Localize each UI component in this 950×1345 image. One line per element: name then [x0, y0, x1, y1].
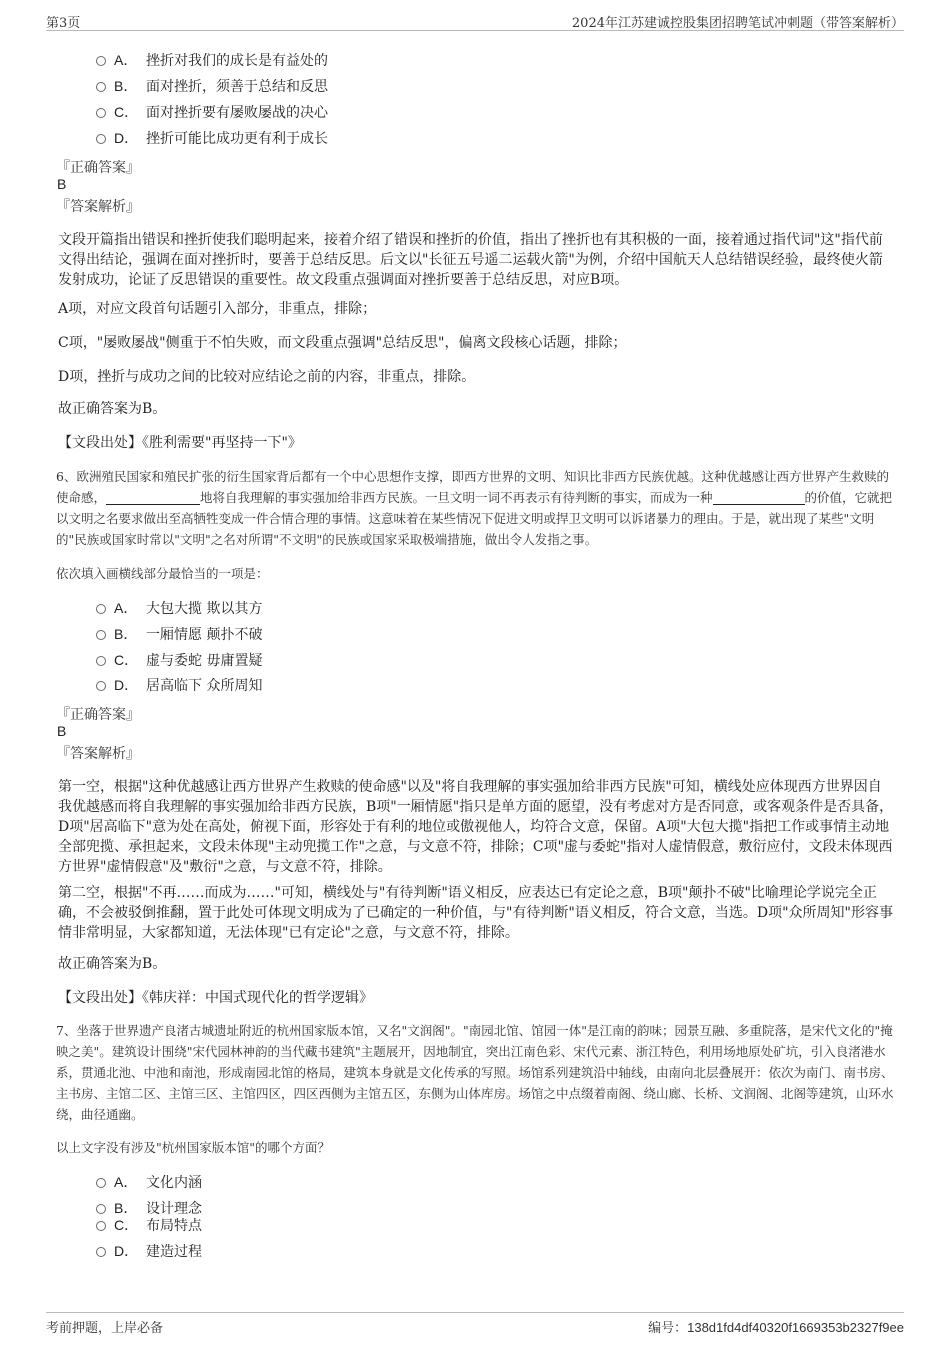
radio-icon[interactable] [96, 82, 106, 92]
analysis-paragraph: 第二空，根据"不再……而成为……"可知，横线处与"有待判断"语义相反，应表达已有定论之意，B项"颠扑不破"比喻理论学说完全正确，不会被驳倒推翻，置于此处可体现文明成为了已确定的一种价值，与"有待判断"语义相反，符合文意，当选。D项"众所周知"形容事情非常明显，大家都知道，无法体现"已有定论"之意，与文意不符，排除。 [58, 885, 893, 941]
radio-icon[interactable] [96, 108, 106, 118]
radio-icon[interactable] [96, 1204, 106, 1214]
radio-icon[interactable] [96, 656, 106, 666]
radio-icon[interactable] [96, 681, 106, 691]
option-c[interactable]: C． 虚与委蛇 毋庸置疑 [96, 650, 262, 670]
answer-label: 『正确答案』 [56, 160, 140, 176]
analysis-paragraph: D项，挫折与成功之间的比较对应结论之前的内容，非重点，排除。 [58, 369, 476, 385]
page-footer [46, 1312, 904, 1337]
option-d[interactable]: D． 挫折可能比成功更有利于成长 [96, 128, 328, 148]
option-d[interactable]: D． 建造过程 [96, 1241, 202, 1261]
source-citation: 【文段出处】《胜利需要"再坚持一下"》 [58, 435, 302, 451]
page-header [46, 10, 904, 31]
radio-icon[interactable] [96, 56, 106, 66]
analysis-conclusion: 故正确答案为B。 [58, 401, 167, 417]
analysis-paragraph: 文段开篇指出错误和挫折使我们聪明起来，接着介绍了错误和挫折的价值，指出了挫折也有其积极的一面，接着通过指代词"这"指代前文得出结论，强调在面对挫折时，要善于总结反思。后文以"长征五号遥二运载火箭"为例，介绍中国航天人总结错误经验，最终使火箭发射成功，论证了反思错误的重要性。故文段重点强调面对挫折要善于总结反思，对应B项。 [58, 232, 883, 288]
question-stem: 7、坐落于世界遗产良渚古城遗址附近的杭州国家版本馆，又名"文润阁"。"南园北馆、馆园一体"是江南的韵味；园景互融、多重院落，是宋代文化的"掩映之美"。建筑设计围绕"宋代园林神韵的当代藏书建筑"主题展开，因地制宜，突出江南色彩、宋代元素、浙江特色，利用场地原处矿坑，引入良渚港水系，贯通北池、中池和南池，形成南园北馆的格局，建筑本身就是文化传承的写照。场馆系列建筑沿中轴线，由南向北层叠展开：依次为南门、南书房、主书房、主馆二区、主馆三区、主馆四区，四区西侧为主馆五区，东侧为山体库房。场馆之中点缀着南阁、绕山廊、长桥、文润阁、北阁等建筑，山环水绕，曲径通幽。 [56, 1023, 894, 1122]
answer-value: B [57, 176, 67, 192]
analysis-label: 『答案解析』 [56, 199, 140, 215]
option-b[interactable]: B． 设计理念 [96, 1198, 202, 1218]
option-a[interactable]: A． 大包大揽 欺以其方 [96, 598, 262, 618]
document-code: 编号：138d1fd4df40320f1669353b2327f9ee [648, 1320, 904, 1336]
option-a[interactable]: A． 文化内涵 [96, 1172, 202, 1192]
radio-icon[interactable] [96, 134, 106, 144]
radio-icon[interactable] [96, 604, 106, 614]
question-prompt: 依次填入画横线部分最恰当的一项是： [56, 566, 269, 581]
analysis-paragraph: 第一空，根据"这种优越感让西方世界产生救赎的使命感"以及"将自我理解的事实强加给非西方民族"可知，横线处应体现西方世界因自我优越感而将自我理解的事实强加给非西方民族，B项"一厢情愿"指只是单方面的愿望，没有考虑对方是否同意，或客观条件是否具备，D项"居高临下"意为处在高处，俯视下面，形容处于有利的地位或傲视他人，均符合文意，保留。A项"大包大揽"指把工作或事情主动地全部兜揽、承担起来，文段未体现"主动兜揽工作"之意，与文意不符，排除；C项"虚与委蛇"指对人虚情假意，敷衍应付，文段未体现西方世界"虚情假意"及"敷衍"之意，与文意不符，排除。 [58, 779, 894, 875]
radio-icon[interactable] [96, 1247, 106, 1257]
question-prompt: 以上文字没有涉及"杭州国家版本馆"的哪个方面？ [56, 1140, 330, 1155]
option-b[interactable]: B． 面对挫折，须善于总结和反思 [96, 76, 328, 96]
fill-blank [713, 490, 805, 505]
option-a[interactable]: A． 挫折对我们的成长是有益处的 [96, 50, 328, 70]
answer-value: B [57, 723, 67, 739]
analysis-paragraph: C项，"屡败屡战"侧重于不怕失败，而文段重点强调"总结反思"，偏离文段核心话题，排除； [58, 335, 627, 351]
radio-icon[interactable] [96, 1221, 106, 1231]
analysis-label: 『答案解析』 [56, 746, 140, 762]
radio-icon[interactable] [96, 630, 106, 640]
analysis-paragraph: A项，对应文段首句话题引入部分，非重点，排除； [58, 301, 377, 317]
option-c[interactable]: C． 面对挫折要有屡败屡战的决心 [96, 102, 328, 122]
option-b[interactable]: B． 一厢情愿 颠扑不破 [96, 624, 262, 644]
option-c[interactable]: C． 布局特点 [96, 1215, 202, 1235]
option-d[interactable]: D． 居高临下 众所周知 [96, 675, 262, 695]
radio-icon[interactable] [96, 1178, 106, 1188]
question-stem: 6、欧洲殖民国家和殖民扩张的衍生国家背后都有一个中心思想作支撑，即西方世界的文明、知识比非西方民族优越。这种优越感让西方世界产生救赎的使命感， 地将自我理解的事实强加给非西方民族。一旦文明一词不再表示有待判断的事实，而成为一种 的价值，它就把以文明之名要求做出至高牺牲变成一件合情合理的事情。这意味着在某些情况下促进文明或捍卫文明可以诉诸暴力的理由。于是，就出现了某些"文明的"民族或国家时常以"文明"之名对所谓"不文明"的民族或国家采取极端措施，做出令人发指之事。 [56, 469, 893, 547]
page-number: 第3页 [46, 16, 81, 31]
analysis-conclusion: 故正确答案为B。 [58, 956, 167, 972]
answer-label: 『正确答案』 [56, 707, 140, 723]
document-title: 2024年江苏建诚控股集团招聘笔试冲刺题（带答案解析） [571, 16, 904, 31]
fill-blank [106, 490, 200, 505]
source-citation: 【文段出处】《韩庆祥：中国式现代化的哲学逻辑》 [58, 990, 373, 1006]
footer-slogan: 考前押题，上岸必备 [46, 1321, 164, 1336]
